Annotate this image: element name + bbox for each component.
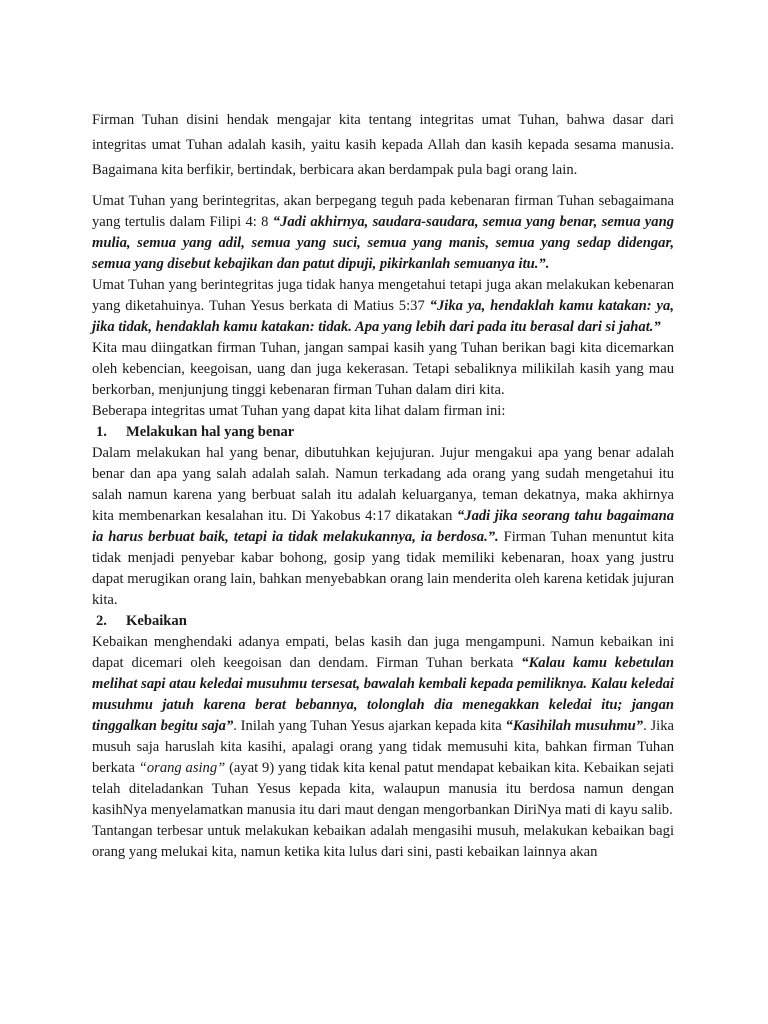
heading-label: Kebaikan: [126, 613, 187, 629]
bible-quote: “Jika ya, hendaklah kamu katakan: ya, jika tidak, hendaklah kamu katakan: tidak. Apa yang lebih dari pada itu berasal dari si jahat.”: [92, 298, 674, 335]
heading-number: 2.: [96, 613, 107, 629]
bible-quote: “Jadi akhirnya, saudara-saudara, semua yang benar, semua yang mulia, semua yang adil, semua yang suci, semua yang manis, semua yang sedap didengar, semua yang disebut kebajikan dan patut dipuji, pikirkanlah semuanya itu.”.: [92, 214, 674, 272]
italic-phrase: “orang asing”: [138, 760, 226, 776]
section-heading-1: [92, 422, 674, 443]
paragraph-matius: [92, 275, 674, 338]
paragraph-text: Umat Tuhan yang berintegritas juga tidak hanya mengetahui tetapi juga akan melakukan kebenaran yang diketahuinya. Tuhan Yesus berkata di Matius 5:37: [92, 277, 674, 314]
paragraph-list-intro: Beberapa integritas umat Tuhan yang dapat kita lihat dalam firman ini:: [92, 403, 506, 419]
document-page: [92, 108, 674, 863]
paragraph-text: Kebaikan menghendaki adanya empati, belas kasih dan juga mengampuni. Namun kebaikan ini dapat dicemari oleh keegoisan dan dendam. Firman Tuhan berkata: [92, 634, 674, 671]
paragraph-text: (ayat 9) yang tidak kita kenal patut mendapat kebaikan kita. Kebaikan sejati telah diteladankan Tuhan Yesus kepada kita, walaupun manusia itu berdosa namun dengan kasihNya menyelamatkan manusia itu dari maut dengan mengorbankan DiriNya mati di kayu salib.: [92, 760, 675, 818]
paragraph-text: Umat Tuhan yang berintegritas, akan berpegang teguh pada kebenaran firman Tuhan sebagaimana yang tertulis dalam Filipi 4: 8: [92, 193, 674, 230]
bible-quote: “Kasihilah musuhmu”: [505, 718, 644, 734]
paragraph-kebaikan: [92, 632, 674, 821]
bible-quote: “Kalau kamu kebetulan melihat sapi atau keledai musuhmu tersesat, bawalah kembali kepada pemiliknya. Kalau keledai musuhmu jatuh karena berat bebannya, tolonglah dia menegakkan keledai itu; jangan tinggalkan begitu saja”: [92, 655, 674, 734]
paragraph-text: . Jika musuh saja haruslah kita kasihi, apalagi orang yang tidak memusuhi kita, bahkan firman Tuhan berkata: [92, 718, 674, 776]
section-heading-2: [92, 611, 674, 632]
paragraph-filipi: [92, 191, 674, 275]
paragraph-text: Dalam melakukan hal yang benar, dibutuhkan kejujuran. Jujur mengakui apa yang benar adalah benar dan apa yang salah adalah salah. Namun terkadang ada orang yang sudah mengetahui itu salah namun karena yang berbuat salah itu adalah keluarganya, teman dekatnya, maka akhirnya kita membenarkan kesalahan itu. Di Yakobus 4:17 dikatakan: [92, 445, 674, 524]
paragraph-intro: Firman Tuhan disini hendak mengajar kita tentang integritas umat Tuhan, bahwa dasar dari integritas umat Tuhan adalah kasih, yaitu kasih kepada Allah dan kasih kepada sesama manusia. Bagaimana kita berfikir, bertindak, berbicara akan berdampak pula bagi orang lain.: [92, 112, 674, 178]
paragraph-kejujuran: [92, 443, 674, 611]
heading-label: Melakukan hal yang benar: [126, 424, 295, 440]
heading-number: 1.: [96, 424, 107, 440]
paragraph-tantangan: Tantangan terbesar untuk melakukan kebaikan adalah mengasihi musuh, melakukan kebaikan bagi orang yang melukai kita, namun ketika kita lulus dari sini, pasti kebaikan lainnya akan: [92, 823, 674, 860]
paragraph-reminder: Kita mau diingatkan firman Tuhan, jangan sampai kasih yang Tuhan berikan bagi kita dicemarkan oleh kebencian, keegoisan, uang dan juga kekerasan. Tetapi sebaliknya milikilah kasih yang mau berkorban, menjunjung tinggi kebenaran firman Tuhan dalam diri kita.: [92, 340, 674, 398]
paragraph-text: Firman Tuhan menuntut kita tidak menjadi penyebar kabar bohong, gosip yang tidak memiliki kebenaran, hoax yang justru dapat merugikan orang lain, bahkan menyebabkan orang lain menderita oleh karena ketidak jujuran kita.: [92, 529, 674, 608]
paragraph-text: . Inilah yang Tuhan Yesus ajarkan kepada kita: [233, 718, 506, 734]
bible-quote: “Jadi jika seorang tahu bagaimana ia harus berbuat baik, tetapi ia tidak melakukannya, ia berdosa.”.: [92, 508, 674, 545]
